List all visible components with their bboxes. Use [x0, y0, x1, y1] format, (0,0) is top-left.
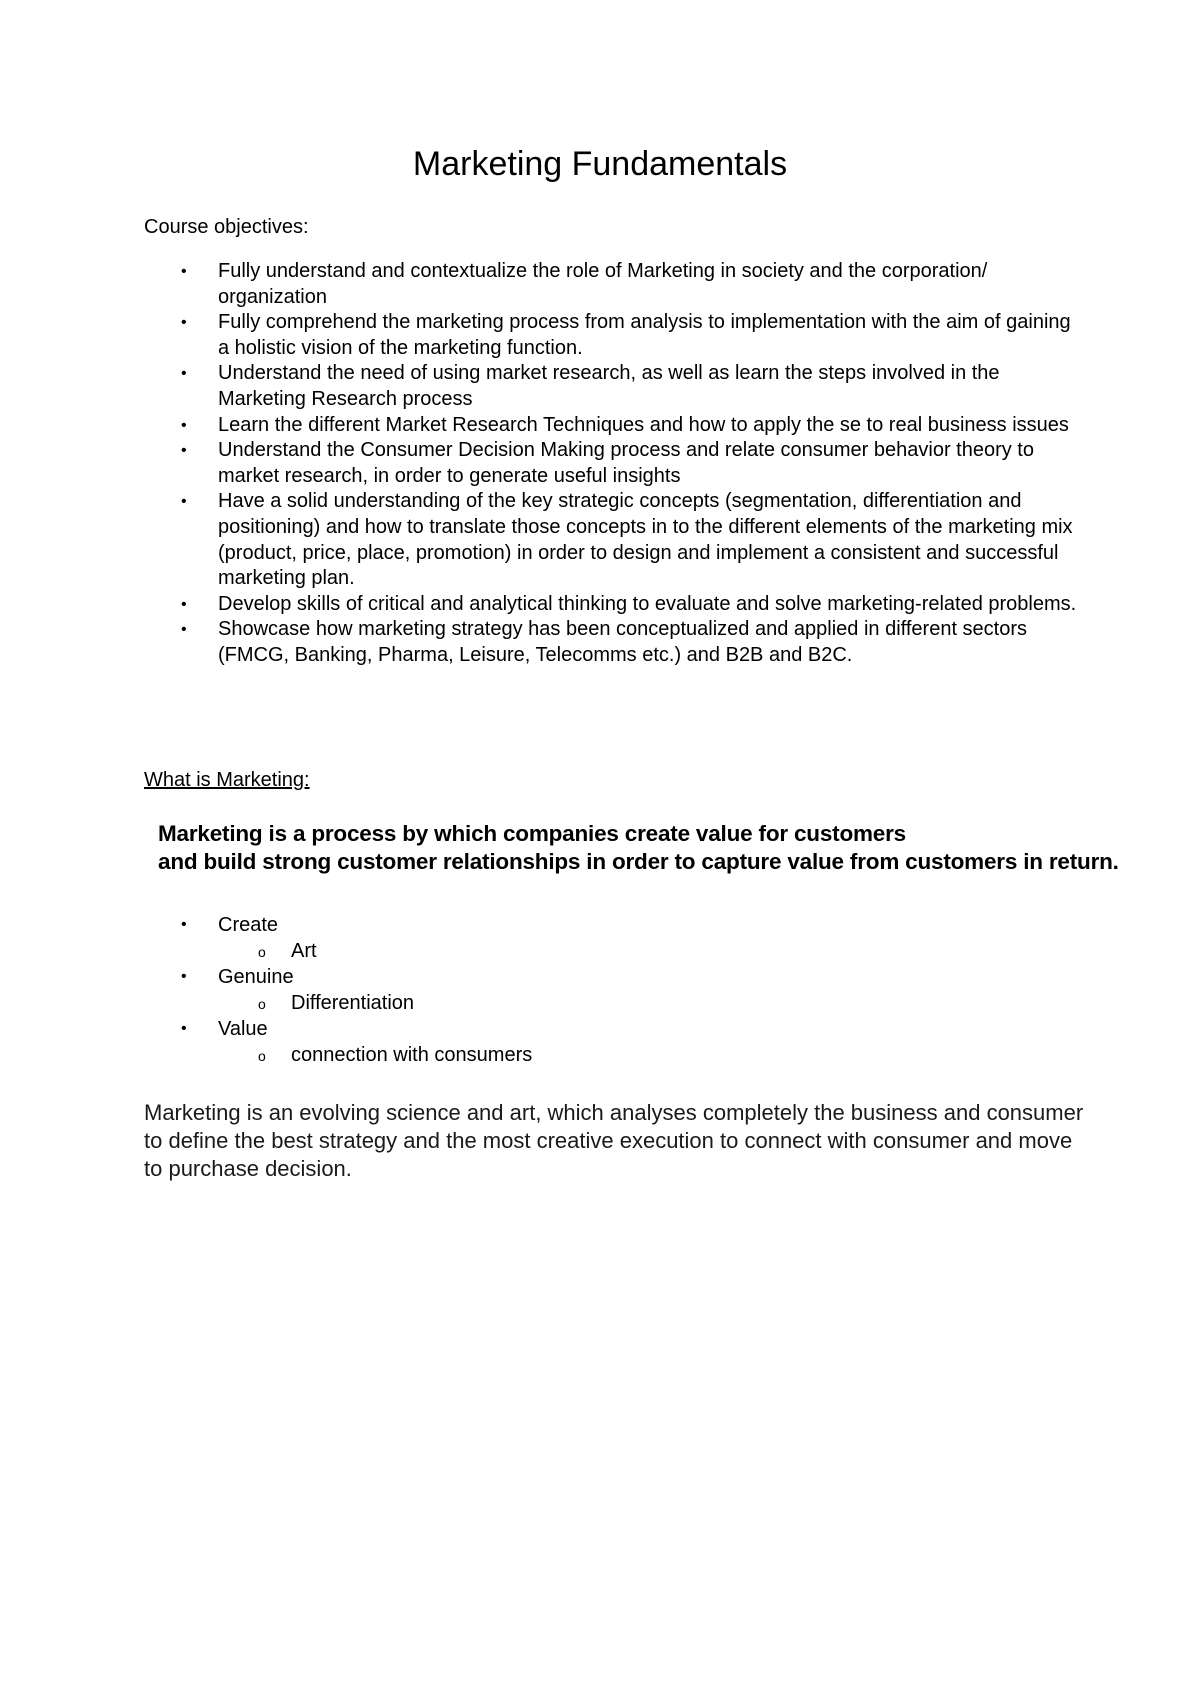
concept-detail: Differentiation: [291, 992, 415, 1014]
objective-text: Learn the different Market Research Techniques and how to apply the se to real business issues: [218, 413, 1069, 436]
objective-text: Fully comprehend the marketing process from analysis to implementation with the aim of gaining a holistic vision of the marketing function.: [218, 311, 1071, 359]
list-item: [144, 990, 532, 1016]
bullet-icon: •: [181, 621, 187, 639]
bullet-icon: •: [181, 493, 187, 511]
objective-text: Showcase how marketing strategy has been conceptualized and applied in different sectors (FMCG, Banking, Pharma, Leisure, Telecomms etc.) and B2B and B2C.: [218, 618, 1028, 666]
list-item: [144, 310, 1084, 361]
list-item: [144, 592, 1084, 618]
bullet-icon: •: [181, 916, 187, 933]
bullet-icon: •: [181, 314, 187, 332]
definition-text: is a process by which companies: [262, 821, 625, 846]
definition-emphasis: create value: [624, 821, 753, 846]
list-item: [144, 259, 1084, 310]
bullet-icon: •: [181, 442, 187, 460]
list-item: [144, 964, 532, 990]
closing-paragraph: Marketing is an evolving science and art, which analyses completely the business and consumer to define the best strategy and the most creative execution to connect with consumer and move to purchase decision.: [144, 1100, 1084, 1181]
bullet-icon: •: [181, 365, 187, 383]
what-is-marketing-heading: What is Marketing:: [144, 769, 310, 791]
sub-bullet-icon: o: [258, 996, 266, 1012]
page-title: Marketing Fundamentals: [412, 145, 788, 183]
sub-bullet-icon: o: [258, 1048, 266, 1064]
list-item: [144, 361, 1084, 412]
objective-text: Understand the Consumer Decision Making process and relate consumer behavior theory to market research, in order to generate useful insights: [218, 439, 1034, 487]
course-objectives-label: Course objectives:: [144, 216, 309, 238]
objective-text: Understand the need of using market research, as well as learn the steps involved in the Marketing Research process: [218, 362, 1000, 410]
concept-detail: Art: [291, 940, 317, 962]
bullet-icon: •: [181, 1020, 187, 1037]
concept-label: Genuine: [218, 966, 294, 988]
objective-text: Develop skills of critical and analytical thinking to evaluate and solve marketing-related problems.: [218, 592, 1077, 615]
bullet-icon: •: [181, 595, 187, 613]
sub-bullet-icon: o: [258, 944, 266, 960]
definition-text: from customers in return.: [843, 849, 1119, 874]
bullet-icon: •: [181, 416, 187, 434]
list-item: [144, 938, 532, 964]
list-item: [144, 1042, 532, 1068]
concept-label: Create: [218, 914, 279, 936]
definition-text: and build strong customer relationships in order to: [158, 849, 702, 874]
concept-label: Value: [218, 1018, 268, 1040]
list-item: [144, 617, 1084, 668]
definition-text: for customers: [752, 821, 906, 846]
list-item: [144, 413, 1084, 439]
bullet-icon: •: [181, 968, 187, 985]
list-item: [144, 489, 1084, 591]
objectives-list: [144, 259, 1084, 669]
marketing-definition: [158, 820, 1168, 876]
list-item: [144, 438, 1084, 489]
concept-detail: connection with consumers: [291, 1044, 533, 1066]
list-item: [144, 912, 532, 938]
definition-emphasis: capture value: [701, 849, 844, 874]
list-item: [144, 1016, 532, 1042]
objective-text: Fully understand and contextualize the role of Marketing in society and the corporation/ organization: [218, 260, 988, 308]
objective-text: Have a solid understanding of the key strategic concepts (segmentation, differentiation and positioning) and how to translate those concepts in to the different elements of the marketing mix (product, price, place, promotion) in order to design and implement a consistent and successful marketing plan.: [218, 490, 1073, 590]
marketing-concepts-list: [144, 912, 532, 1068]
bullet-icon: •: [181, 263, 187, 280]
definition-term: Marketing: [158, 821, 263, 846]
